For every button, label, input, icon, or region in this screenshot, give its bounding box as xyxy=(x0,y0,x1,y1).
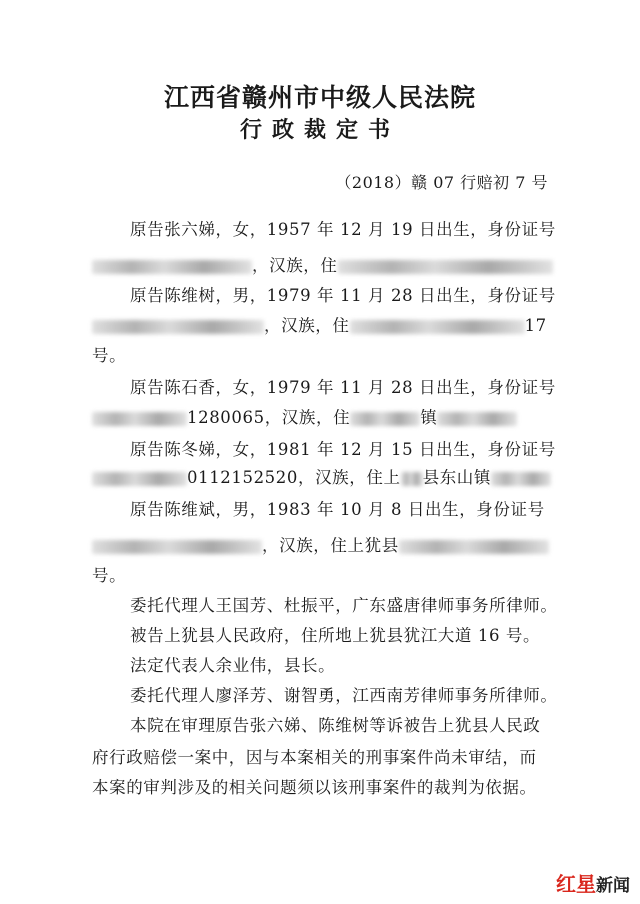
plaintiff-3-line-1: 原告陈石香，女，1979 年 11 月 28 日出生，身份证号 xyxy=(130,378,556,397)
logo-dark-text: 新闻 xyxy=(596,876,630,896)
plaintiff-4-line-2: 0112152520，汉族，住上 县东山镇 xyxy=(92,468,552,488)
redacted-address xyxy=(399,540,549,554)
ruling-line-1: 本院在审理原告张六娣、陈维树等诉被告上犹县人民政 xyxy=(130,716,541,735)
legal-representative: 法定代表人余业伟，县长。 xyxy=(130,656,336,675)
plaintiff-2-line-1: 原告陈维树，男，1979 年 11 月 28 日出生，身份证号 xyxy=(130,286,556,305)
redacted-address xyxy=(401,472,423,486)
redacted-id xyxy=(92,472,187,486)
redacted-address xyxy=(350,320,525,334)
redacted-id xyxy=(92,540,262,554)
redacted-address xyxy=(350,412,420,426)
plaintiff-2-line-3: 号。 xyxy=(92,346,127,365)
redacted-address xyxy=(437,412,517,426)
defendant-agent: 委托代理人廖泽芳、谢智勇，江西南芳律师事务所律师。 xyxy=(130,686,558,705)
court-name: 江西省赣州市中级人民法院 xyxy=(163,83,476,112)
redacted-id xyxy=(92,412,187,426)
plaintiff-1-line-2: ，汉族，住 xyxy=(92,256,552,276)
plaintiff-5-line-2: ，汉族，住上犹县 xyxy=(92,536,552,556)
news-logo xyxy=(556,868,630,897)
ruling-line-2: 府行政赔偿一案中，因与本案相关的刑事案件尚未审结，而 xyxy=(92,748,537,767)
logo-red-text: 红星 xyxy=(556,872,596,896)
redacted-address xyxy=(491,472,551,486)
redacted-id xyxy=(92,320,264,334)
document-type: 行政裁定书 xyxy=(239,118,400,143)
plaintiff-2-line-2: ，汉族，住 17 xyxy=(92,316,552,336)
defendant: 被告上犹县人民政府，住所地上犹县犹江大道 16 号。 xyxy=(130,626,541,645)
plaintiff-1-line-1: 原告张六娣，女，1957 年 12 月 19 日出生，身份证号 xyxy=(130,220,556,239)
case-number: （2018）赣 07 行赔初 7 号 xyxy=(335,173,548,192)
plaintiff-agent: 委托代理人王国芳、杜振平，广东盛唐律师事务所律师。 xyxy=(130,596,558,615)
ruling-line-3: 本案的审判涉及的相关问题须以该刑事案件的裁判为依据。 xyxy=(92,778,537,797)
plaintiff-4-line-1: 原告陈冬娣，女，1981 年 12 月 15 日出生，身份证号 xyxy=(130,440,556,459)
redacted-address xyxy=(338,260,553,274)
plaintiff-5-line-1: 原告陈维斌，男，1983 年 10 月 8 日出生，身份证号 xyxy=(130,500,545,519)
plaintiff-5-line-3: 号。 xyxy=(92,566,127,585)
redacted-id xyxy=(92,260,252,274)
plaintiff-3-line-2: 1280065，汉族，住 镇 xyxy=(92,408,552,428)
